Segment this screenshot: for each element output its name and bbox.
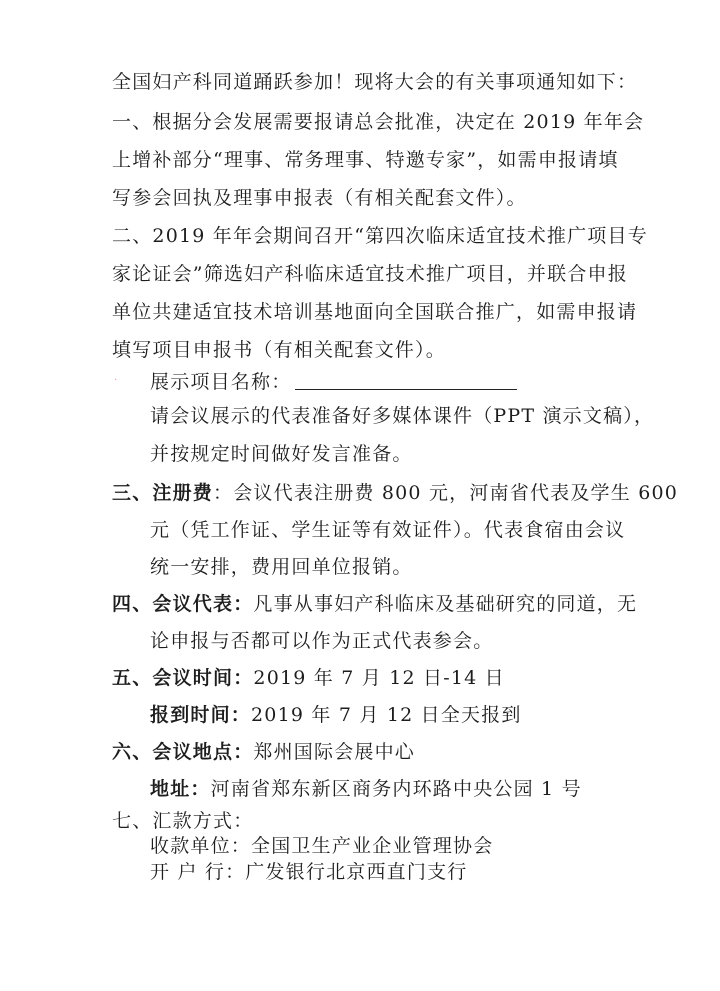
item7-heading: 七、汇款方式： [112,810,254,832]
item5-reg-text: 2019 年 7 月 12 日全天报到 [251,704,522,726]
item4-text2: 论申报与否都可以作为正式代表参会。 [150,630,494,652]
item2-line3: 单位共建适宜技术培训基地面向全国联合推广，如需申报请 [112,301,638,323]
item4-heading: 四、会议代表： [112,593,254,615]
item3-title: 注册费 [152,482,214,504]
item5-reg-label: 报到时间： [150,704,252,726]
item4-text1: 凡事从事妇产科临床及基础研究的同道，无 [253,593,638,615]
item5-line1 [112,666,505,690]
exhibit-name-blank [295,371,517,390]
item7-bank-label: 开 户 行： [150,861,246,883]
item2-line2: 家论证会”筛选妇产科临床适宜技术推广项目，并联合申报 [112,263,628,285]
item1-line2: 上增补部分“理事、常务理事、特邀专家”，如需申报请填 [112,149,619,171]
item7-payee-line [150,834,493,858]
scan-mark: · [114,375,118,386]
item6-addr-label: 地址： [150,778,211,800]
exhibit-label: 展示项目名称： [150,371,292,393]
item3-text1: ：会议代表注册费 800 元，河南省代表及学生 600 [213,482,679,504]
item5-text: 2019 年 7 月 12 日-14 日 [253,667,505,689]
item6-line1 [112,740,415,764]
item6-addr-text: 河南省郑东新区商务内环路中央公园 1 号 [210,778,582,800]
item6-text: 郑州国际会展中心 [253,741,416,763]
exhibit-note1: 请会议展示的代表准备好多媒体课件（PPT 演示文稿）， [150,405,655,427]
item3-text3: 统一安排，费用回单位报销。 [150,556,413,578]
exhibit-label-line [150,370,517,394]
item6-addr-line [150,777,582,801]
item1-line3: 写参会回执及理事申报表（有相关配套文件）。 [112,187,527,209]
exhibit-note2: 并按规定时间做好发言准备。 [150,443,413,465]
item6-heading: 六、会议地点： [112,741,254,763]
item7-bank-line [150,860,467,884]
item3-line1 [112,481,678,505]
item5-reg-line [150,703,522,727]
item3-num: 三、 [112,482,153,504]
intro-line: 全国妇产科同道踊跃参加！现将大会的有关事项通知如下： [112,71,638,93]
item7-bank: 广发银行北京西直门支行 [245,861,468,883]
item2-line4: 填写项目申报书（有相关配套文件）。 [112,339,446,361]
item5-heading: 五、会议时间： [112,667,254,689]
item7-payee: 全国卫生产业企业管理协会 [251,835,494,857]
item2-line1: 二、2019 年年会期间召开“第四次临床适宜技术推广项目专 [112,225,648,247]
item1-line1: 一、根据分会发展需要报请总会批准，决定在 2019 年年会 [112,111,645,133]
item4-line1 [112,592,637,616]
item3-text2: 元（凭工作证、学生证等有效证件）。代表食宿由会议 [150,519,626,541]
item7-payee-label: 收款单位： [150,835,252,857]
